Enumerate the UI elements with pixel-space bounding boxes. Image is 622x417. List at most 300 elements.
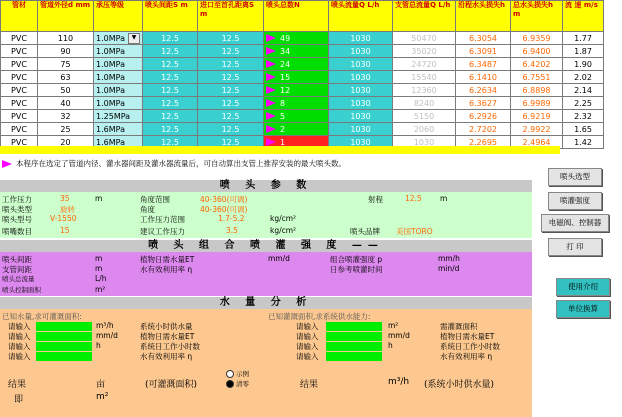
l-input-desc: 系统小时供水量 — [140, 322, 193, 331]
velocity-cell — [563, 32, 604, 45]
material-cell-text: PVC — [11, 137, 27, 147]
diameter-cell[interactable] — [38, 45, 94, 58]
material-cell-text: PVC — [11, 33, 27, 43]
r-result-label: 结果 — [300, 380, 319, 390]
velocity-cell — [563, 71, 604, 84]
r-input-desc: 需灌溉面积 — [440, 322, 478, 331]
flow-label: 喷头总流量 — [2, 275, 35, 283]
pressure-cell[interactable] — [94, 97, 143, 110]
head-loss-cell-text: 6.3091 — [469, 46, 497, 56]
total-flow-cell-text: 24720 — [411, 59, 437, 69]
pressure-range-label: 工作压力范围 — [140, 215, 185, 224]
sprinkler-count-cell — [264, 45, 329, 58]
l-result-unit: 亩 — [96, 380, 106, 390]
combo-unit: mm/h — [438, 254, 460, 263]
velocity-cell — [563, 97, 604, 110]
col-header: 支管总流量Q L/h — [393, 1, 456, 32]
velocity-cell-text: 1.77 — [574, 33, 592, 43]
inlet-spacing-cell-text: 12.5 — [221, 111, 240, 121]
material-cell — [1, 45, 38, 58]
spacing-cell-text: 12.5 — [161, 111, 179, 121]
r-input-label: 请输入 — [296, 342, 319, 351]
inlet-spacing-cell-text: 12.5 — [221, 124, 240, 134]
pointer-arrow-icon — [266, 34, 276, 42]
sprinkler-select-button[interactable]: 喷头选型 — [548, 168, 602, 186]
diameter-cell-text: 75 — [60, 59, 71, 69]
type-label: 喷头类型 — [2, 205, 32, 214]
info-note — [2, 158, 346, 169]
material-cell — [1, 32, 38, 45]
intensity-title: 喷 头 组 合 喷 灌 强 度 —— — [0, 240, 532, 252]
spacing-cell[interactable] — [143, 71, 198, 84]
area-label: 喷头控制面积 — [2, 286, 41, 294]
area-unit: m² — [95, 285, 106, 294]
total-flow-cell-text: 8240 — [413, 98, 435, 108]
total-head-loss-cell — [511, 110, 563, 123]
brand-value: 美国TORO — [396, 227, 433, 236]
params-panel — [0, 192, 532, 238]
radio-icon — [226, 370, 234, 378]
inlet-spacing-cell[interactable] — [198, 58, 264, 71]
velocity-cell — [563, 45, 604, 58]
pipe-table — [0, 0, 604, 149]
velocity-cell-text: 2.02 — [574, 72, 592, 82]
r-input-label: 请输入 — [296, 352, 319, 361]
l-input-label: 请输入 — [8, 332, 31, 341]
spacing-cell[interactable] — [143, 97, 198, 110]
sprinkler-count-cell-text: 49 — [280, 33, 291, 43]
material-cell — [1, 123, 38, 136]
left-input-field[interactable] — [36, 332, 92, 341]
diameter-cell[interactable] — [38, 71, 94, 84]
angle-label: 角度 — [140, 205, 155, 214]
radio-selected-icon — [226, 380, 234, 388]
table-row — [1, 58, 604, 71]
rec-pressure-unit: kg/cm² — [270, 226, 297, 235]
velocity-cell — [563, 84, 604, 97]
inlet-spacing-cell-text: 12.5 — [221, 137, 240, 147]
flow-cell-text: 1030 — [350, 111, 371, 121]
spacing-cell-text: 12.5 — [161, 137, 179, 147]
angle-range-label: 角度范围 — [140, 195, 170, 204]
pressure-cell-text: 1.0MPa — [96, 85, 125, 95]
spacing-unit: m — [95, 254, 103, 263]
sprinkler-count-cell-text: 12 — [280, 85, 291, 95]
pressure-cell[interactable] — [94, 123, 143, 136]
head-loss-cell — [456, 123, 511, 136]
total-flow-cell — [393, 123, 456, 136]
col-header: 管道外径d mm — [38, 1, 94, 32]
spacing-cell-text: 12.5 — [161, 33, 179, 43]
note-text: 本程序在选定了管道内径、灌水器间距及灌水器流量后，可自动算出支管上推荐安装的最大喷头数。 — [16, 159, 346, 168]
pressure-cell-text: 1.0MPa — [96, 46, 125, 56]
count-value: 15 — [60, 226, 70, 235]
water-panel — [0, 309, 532, 417]
col-header: 喷头总数N — [264, 1, 329, 32]
right-input-field[interactable] — [326, 332, 382, 341]
l-input-unit: m³/h — [96, 321, 114, 330]
velocity-cell-text: 1.87 — [574, 46, 592, 56]
total-head-loss-cell — [511, 123, 563, 136]
total-head-loss-cell — [511, 84, 563, 97]
spacing-cell[interactable] — [143, 110, 198, 123]
col-header: 流 速 m/s — [563, 1, 604, 32]
pointer-arrow-icon — [266, 60, 276, 68]
material-cell-text: PVC — [11, 98, 27, 108]
sprinkler-count-cell-text: 1 — [280, 137, 286, 147]
pointer-arrow-icon — [266, 138, 276, 146]
flow-cell-text: 1030 — [350, 98, 371, 108]
material-cell-text: PVC — [11, 72, 27, 82]
l-input-unit: h — [96, 341, 101, 350]
pointer-arrow-icon — [266, 112, 276, 120]
flow-unit: L/h — [95, 274, 107, 283]
head-loss-cell — [456, 71, 511, 84]
intensity-panel — [0, 252, 532, 296]
flow-cell[interactable] — [329, 71, 393, 84]
inlet-spacing-cell[interactable] — [198, 123, 264, 136]
head-loss-cell-text: 2.2695 — [469, 137, 497, 147]
sprinkler-count-cell — [264, 110, 329, 123]
inlet-spacing-cell[interactable] — [198, 45, 264, 58]
sprinkler-count-cell — [264, 84, 329, 97]
total-head-loss-cell — [511, 32, 563, 45]
velocity-cell-text: 2.32 — [574, 111, 592, 121]
r-input-unit: mm/d — [388, 331, 410, 340]
spacing-cell[interactable] — [143, 45, 198, 58]
intensity-button[interactable]: 喷灌强度 — [548, 192, 602, 210]
diameter-cell[interactable] — [38, 84, 94, 97]
l-input-desc: 植物日需水量ET — [140, 332, 195, 341]
col-header: 管材 — [1, 1, 38, 32]
head-loss-cell-text: 2.7202 — [469, 124, 497, 134]
velocity-cell-text: 1.42 — [574, 137, 592, 147]
flow-cell-text: 1030 — [350, 85, 371, 95]
inlet-spacing-cell-text: 12.5 — [221, 33, 240, 43]
params-title: 喷 头 参 数 — [0, 180, 532, 192]
sprinkler-count-cell-text: 34 — [280, 46, 291, 56]
table-row — [1, 110, 604, 123]
crop-et-unit: mm/d — [268, 254, 290, 263]
right-input-field[interactable] — [326, 352, 382, 361]
total-flow-cell-text: 12360 — [411, 85, 437, 95]
table-row — [1, 71, 604, 84]
total-flow-cell-text: 5150 — [413, 111, 435, 121]
l-input-label: 请输入 — [8, 322, 31, 331]
total-head-loss-cell — [511, 97, 563, 110]
left-input-field[interactable] — [36, 352, 92, 361]
angle-value: 40-360(可调) — [200, 205, 248, 214]
col-header: 喷头流量Q L/h — [329, 1, 393, 32]
l-result2-unit: m² — [96, 392, 109, 402]
total-head-loss-cell — [511, 45, 563, 58]
pointer-arrow-icon — [266, 99, 276, 107]
efficiency-label: 水有效利用率 η — [140, 265, 193, 274]
diameter-cell[interactable] — [38, 97, 94, 110]
head-loss-cell — [456, 58, 511, 71]
sprinkler-count-cell-text: 5 — [280, 111, 286, 121]
diameter-cell-text: 40 — [60, 98, 71, 108]
rec-pressure-label: 建议工作压力 — [140, 227, 185, 236]
material-cell-text: PVC — [11, 85, 27, 95]
total-head-loss-cell-text: 6.9359 — [522, 33, 551, 43]
head-loss-cell — [456, 110, 511, 123]
spacing-cell-text: 12.5 — [161, 85, 179, 95]
table-header-row — [1, 1, 604, 32]
material-cell-text: PVC — [11, 59, 27, 69]
material-cell-text: PVC — [11, 124, 27, 134]
lateral-unit: m — [95, 264, 103, 273]
spacing-cell-text: 12.5 — [161, 72, 179, 82]
flow-cell-text: 1030 — [350, 33, 371, 43]
velocity-cell-text: 2.25 — [574, 98, 592, 108]
r-input-unit: m² — [388, 321, 399, 330]
table-row — [1, 84, 604, 97]
total-flow-cell — [393, 32, 456, 45]
head-loss-cell-text: 6.2926 — [469, 111, 497, 121]
pointer-arrow-icon — [266, 125, 276, 133]
pointer-arrow-icon — [266, 47, 276, 55]
velocity-cell — [563, 136, 604, 149]
water-title: 水 量 分 析 — [0, 297, 532, 309]
flow-cell[interactable] — [329, 45, 393, 58]
spacing-label: 喷头间距 — [2, 255, 32, 264]
total-flow-cell — [393, 84, 456, 97]
sprinkler-count-cell-text: 24 — [280, 59, 291, 69]
range-unit: m — [440, 194, 448, 203]
material-cell — [1, 97, 38, 110]
sprinkler-count-cell-text: 8 — [280, 98, 286, 108]
inlet-spacing-cell[interactable] — [198, 32, 264, 45]
total-flow-cell-text: 2060 — [413, 124, 435, 134]
pointer-arrow-icon — [266, 73, 276, 81]
inlet-spacing-cell-text: 12.5 — [221, 85, 240, 95]
head-loss-cell — [456, 32, 511, 45]
flow-cell[interactable] — [329, 110, 393, 123]
table-row — [1, 97, 604, 110]
sprinkler-count-cell — [264, 123, 329, 136]
work-pressure-value[interactable]: 35 — [60, 194, 70, 203]
diameter-cell-text: 25 — [60, 124, 71, 134]
sprinkler-count-cell — [264, 97, 329, 110]
model-label: 喷头型号 — [2, 215, 32, 224]
work-pressure-label: 工作压力 — [2, 195, 32, 204]
total-head-loss-cell-text: 2.9922 — [522, 124, 551, 134]
sprinkler-count-cell-text: 15 — [280, 72, 291, 82]
left-head: 已知水量,求可灌溉面积: — [2, 312, 82, 321]
flow-cell[interactable] — [329, 58, 393, 71]
table-row — [1, 123, 604, 136]
inlet-spacing-cell[interactable] — [198, 84, 264, 97]
total-flow-cell-text: 15540 — [411, 72, 437, 82]
spacing-cell[interactable] — [143, 84, 198, 97]
velocity-cell-text: 1.90 — [574, 59, 592, 69]
usage-intro-button[interactable]: 使用介绍 — [556, 278, 610, 296]
total-flow-cell — [393, 71, 456, 84]
pressure-cell-text: 1.0MPa — [96, 59, 125, 69]
diameter-cell-text: 50 — [60, 85, 71, 95]
velocity-cell — [563, 110, 604, 123]
col-header: 沿程水头损失h — [456, 1, 511, 32]
count-label: 喷嘴数目 — [2, 227, 32, 236]
pressure-range-unit: kg/cm² — [270, 214, 297, 223]
range-value: 12.5 — [405, 194, 422, 203]
left-input-field[interactable] — [36, 342, 92, 351]
flow-cell-text: 1030 — [350, 46, 371, 56]
total-head-loss-cell-text: 6.8898 — [522, 85, 551, 95]
pressure-cell-text: 1.6MPa — [96, 137, 125, 147]
print-button[interactable]: 打 印 — [548, 238, 602, 256]
r-input-label: 请输入 — [296, 332, 319, 341]
flow-cell-text: 1030 — [350, 72, 371, 82]
flow-cell[interactable] — [329, 97, 393, 110]
combo-label: 组合喷灌强度 p — [330, 255, 383, 264]
r-input-unit: h — [388, 341, 393, 350]
head-loss-cell — [456, 84, 511, 97]
type-value: 旋转 — [60, 205, 75, 214]
diameter-cell[interactable] — [38, 32, 94, 45]
flow-cell[interactable] — [329, 84, 393, 97]
head-loss-cell-text: 6.2634 — [469, 85, 497, 95]
table-row — [1, 45, 604, 58]
sprinkler-count-cell-text: 2 — [280, 124, 286, 134]
material-cell-text: PVC — [11, 46, 27, 56]
pressure-cell[interactable] — [94, 58, 143, 71]
left-input-field[interactable] — [36, 322, 92, 331]
work-pressure-unit: m — [95, 194, 103, 203]
right-input-field[interactable] — [326, 342, 382, 351]
unit-convert-button[interactable]: 单位换算 — [556, 300, 610, 318]
head-loss-cell-text: 6.3054 — [469, 33, 497, 43]
diameter-cell[interactable] — [38, 110, 94, 123]
radio2-label: 清零 — [236, 380, 249, 388]
pressure-cell[interactable] — [94, 32, 143, 45]
flow-cell[interactable] — [329, 32, 393, 45]
spacing-cell-text: 12.5 — [161, 59, 179, 69]
diameter-cell[interactable] — [38, 123, 94, 136]
pressure-range-value: 1.7-5.2 — [218, 214, 245, 223]
material-cell-text: PVC — [11, 111, 27, 121]
velocity-cell — [563, 58, 604, 71]
pressure-cell-text: 1.25MPa — [96, 111, 131, 121]
inlet-spacing-cell[interactable] — [198, 71, 264, 84]
right-head: 已知灌溉面积,求系统供水能力: — [268, 312, 371, 321]
r-result-desc: (系统小时供水量) — [424, 380, 495, 390]
head-loss-cell — [456, 97, 511, 110]
range-label: 射程 — [368, 195, 383, 204]
flow-cell-text: 1030 — [350, 137, 371, 147]
inlet-spacing-cell-text: 12.5 — [221, 72, 240, 82]
valve-controller-button[interactable]: 电磁阀、控制器 — [541, 214, 609, 232]
pressure-cell[interactable] — [94, 110, 143, 123]
velocity-cell-text: 2.14 — [574, 85, 592, 95]
pointer-arrow-icon — [266, 86, 276, 94]
total-head-loss-cell-text: 2.4964 — [522, 137, 551, 147]
l-result2-label: 即 — [14, 395, 24, 405]
rec-pressure-value: 3.5 — [226, 226, 238, 235]
sprinkler-count-cell — [264, 32, 329, 45]
pressure-cell-text: 1.0MPa — [96, 98, 125, 108]
brand-label: 喷头品牌 — [350, 227, 380, 236]
total-head-loss-cell — [511, 58, 563, 71]
l-input-desc: 水有效利用率 η — [140, 352, 193, 361]
pressure-cell[interactable] — [94, 84, 143, 97]
total-flow-cell-text: 1030 — [413, 137, 435, 147]
right-input-field[interactable] — [326, 322, 382, 331]
material-cell — [1, 110, 38, 123]
daily-label: 日参考喷灌时间 — [330, 265, 383, 274]
spacing-cell[interactable] — [143, 123, 198, 136]
material-cell — [1, 71, 38, 84]
inlet-spacing-cell[interactable] — [198, 97, 264, 110]
spacing-cell[interactable] — [143, 32, 198, 45]
l-input-label: 请输入 — [8, 342, 31, 351]
total-head-loss-cell-text: 6.7551 — [522, 72, 551, 82]
pressure-cell-text: 1.0MPa — [96, 33, 125, 43]
total-flow-cell — [393, 45, 456, 58]
diameter-cell[interactable] — [38, 58, 94, 71]
flow-cell[interactable] — [329, 123, 393, 136]
l-input-desc: 系统日工作小时数 — [140, 342, 200, 351]
total-head-loss-cell-text: 6.4202 — [522, 59, 551, 69]
dropdown-arrow-icon[interactable]: ▼ — [128, 33, 140, 44]
flow-cell-text: 1030 — [350, 124, 371, 134]
example-radio[interactable] — [226, 369, 249, 378]
total-flow-cell-text: 35020 — [411, 46, 437, 56]
r-input-desc: 植物日需水量ET — [440, 332, 495, 341]
head-loss-cell-text: 6.1410 — [469, 72, 497, 82]
total-head-loss-cell-text: 6.9989 — [522, 98, 551, 108]
inlet-spacing-cell-text: 12.5 — [221, 46, 240, 56]
r-input-desc: 系统日工作小时数 — [440, 342, 500, 351]
sprinkler-count-cell — [264, 58, 329, 71]
spacing-cell-text: 12.5 — [161, 98, 179, 108]
l-input-label: 请输入 — [8, 352, 31, 361]
radio1-label: 示例 — [236, 370, 249, 378]
l-input-unit: mm/d — [96, 331, 118, 340]
flow-cell-text: 1030 — [350, 59, 371, 69]
total-head-loss-cell — [511, 71, 563, 84]
spacing-cell-text: 12.5 — [161, 46, 179, 56]
clear-radio[interactable] — [226, 379, 249, 388]
col-header: 总水头损失h m — [511, 1, 563, 32]
inlet-spacing-cell[interactable] — [198, 110, 264, 123]
col-header: 进口至首孔距离S m — [198, 1, 264, 32]
pressure-cell[interactable] — [94, 71, 143, 84]
head-loss-cell-text: 6.3627 — [469, 98, 497, 108]
diameter-cell-text: 20 — [60, 137, 71, 147]
inlet-spacing-cell-text: 12.5 — [221, 59, 240, 69]
l-result-desc: (可灌溉面积) — [145, 380, 198, 390]
col-header: 喷头间距S m — [143, 1, 198, 32]
diameter-cell-text: 110 — [57, 33, 74, 43]
material-cell — [1, 58, 38, 71]
pressure-cell-text: 1.6MPa — [96, 124, 125, 134]
separator-bar — [0, 146, 560, 154]
total-head-loss-cell-text: 6.9400 — [522, 46, 551, 56]
pointer-arrow-icon — [2, 160, 12, 168]
head-loss-cell-text: 6.3487 — [469, 59, 497, 69]
inlet-spacing-cell-text: 12.5 — [221, 98, 240, 108]
pressure-cell[interactable] — [94, 45, 143, 58]
r-input-label: 请输入 — [296, 322, 319, 331]
spacing-cell[interactable] — [143, 58, 198, 71]
total-head-loss-cell-text: 6.9219 — [522, 111, 551, 121]
total-flow-cell-text: 50470 — [411, 33, 437, 43]
angle-range-value: 40-360(可调) — [200, 195, 248, 204]
head-loss-cell — [456, 45, 511, 58]
table-row — [1, 32, 604, 45]
